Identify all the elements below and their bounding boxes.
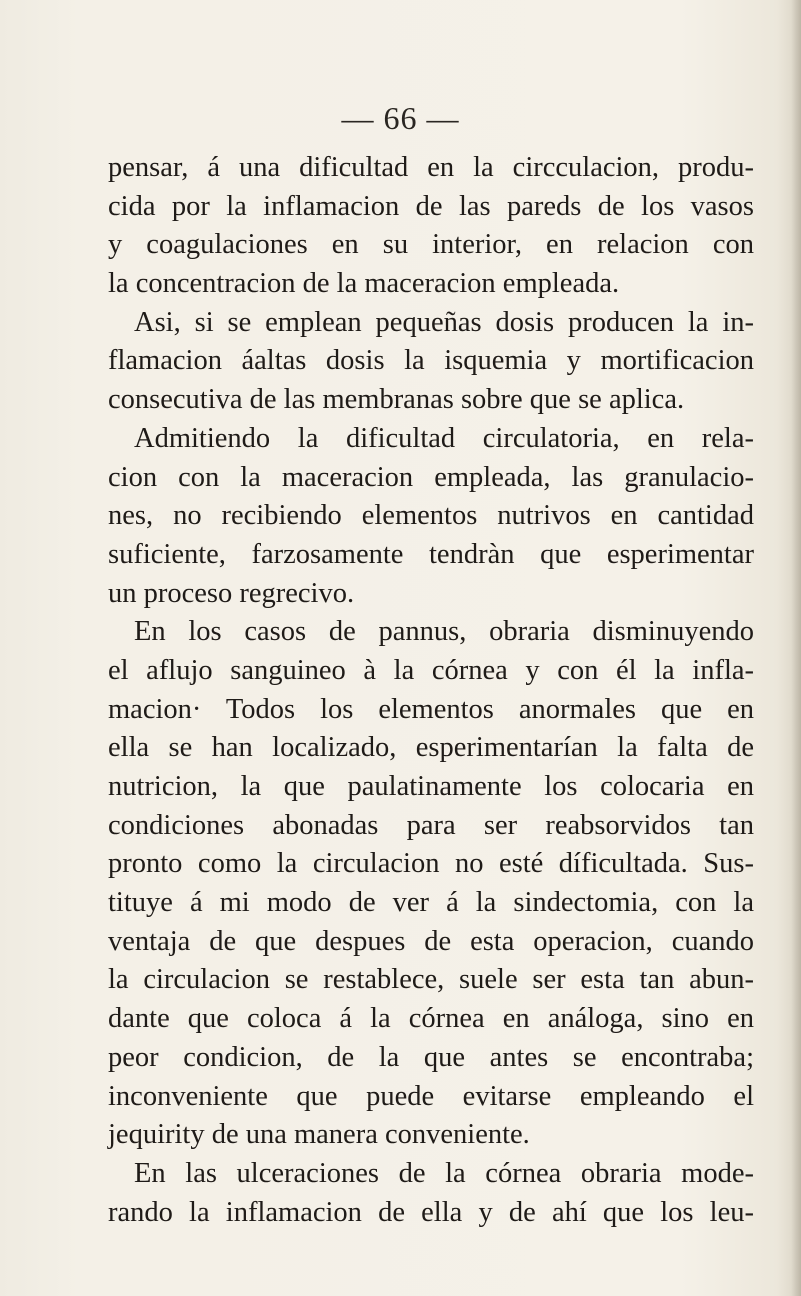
text-line: dante que coloca á la córnea en análoga, sino en [108, 1003, 754, 1035]
text-line: y coagulaciones en su interior, en relacion con [108, 229, 754, 261]
text-line: cida por la inflamacion de las pareds de los vasos [108, 190, 754, 222]
text-line: inconveniente que puede evitarse empleando el [108, 1080, 754, 1112]
text-line: rando la inflamacion de ella y de ahí que los leu- [108, 1196, 754, 1228]
page-number: — 66 — [341, 100, 460, 136]
text-line: el aflujo sanguineo à la córnea y con él la infla- [108, 654, 754, 686]
text-line: pronto como la circulacion no esté díficultada. Sus- [108, 848, 754, 880]
text-line: suficiente, farzosamente tendràn que esperimentar [108, 538, 754, 570]
text-line: nes, no recibiendo elementos nutrivos en cantidad [108, 500, 754, 532]
text-line: peor condicion, de la que antes se encontraba; [108, 1041, 754, 1073]
text-line: cion con la maceracion empleada, las granulacio- [108, 461, 754, 493]
text-line: macion· Todos los elementos anormales que en [108, 693, 754, 725]
text-line: la concentracion de la maceracion empleada. [108, 268, 620, 300]
text-line: ventaja de que despues de esta operacion, cuando [108, 925, 754, 957]
text-line: En las ulceraciones de la córnea obraria mode- [134, 1157, 754, 1189]
text-line: flamacion áaltas dosis la isquemia y mortificacion [108, 345, 754, 377]
text-line: un proceso regrecivo. [108, 577, 355, 609]
text-line: jequirity de una manera conveniente. [108, 1119, 530, 1151]
text-line: condiciones abonadas para ser reabsorvidos tan [108, 809, 754, 841]
body-text [108, 149, 754, 1232]
text-line: Admitiendo la dificultad circulatoria, en rela- [134, 422, 754, 454]
text-line: Asi, si se emplean pequeñas dosis producen la in- [134, 306, 754, 338]
page-edge-shadow [791, 0, 801, 1296]
text-line: la circulacion se restablece, suele ser esta tan abun- [108, 964, 754, 996]
text-line: ella se han localizado, esperimentarían la falta de [108, 732, 754, 764]
text-line: nutricion, la que paulatinamente los colocaria en [108, 771, 754, 802]
text-line: consecutiva de las membranas sobre que se aplica. [108, 384, 685, 416]
text-line: pensar, á una dificultad en la circculacion, produ- [108, 152, 754, 183]
text-line: En los casos de pannus, obraria disminuyendo [134, 616, 754, 648]
text-line: tituye á mi modo de ver á la sindectomia, con la [108, 887, 754, 919]
